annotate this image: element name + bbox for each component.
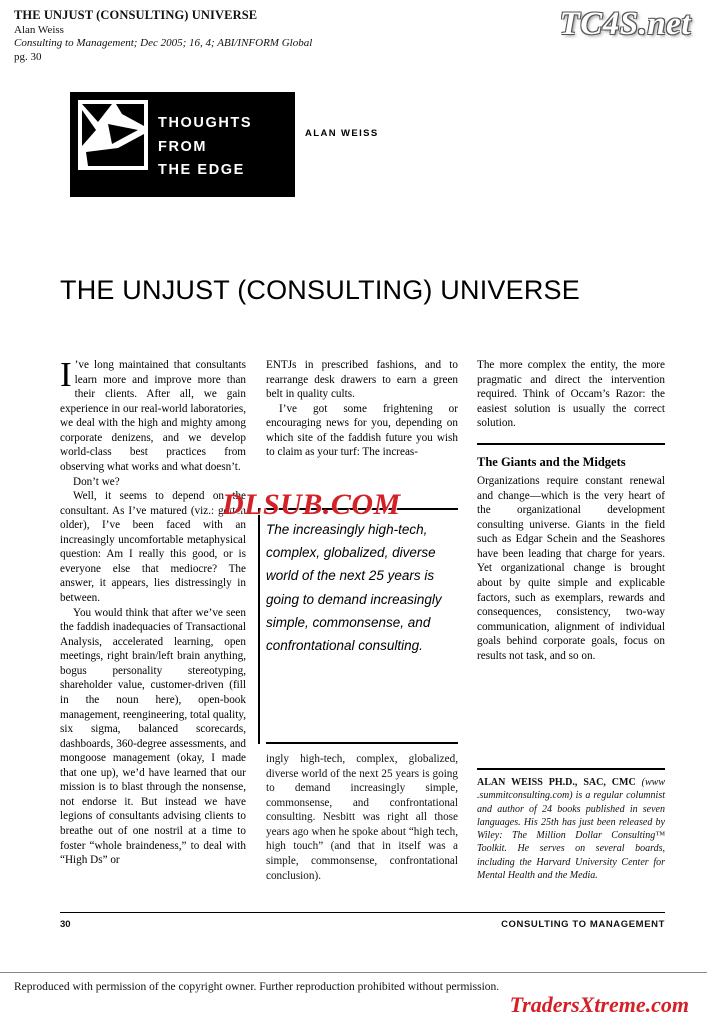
bio-rule [477,768,665,770]
watermark-center: DLSUB.COM [222,488,401,521]
citation-title: THE UNJUST (CONSULTING) UNIVERSE [14,8,258,22]
paragraph: You would think that after we’ve seen the faddish inadequacies of Transactional Analysis, accelerated learning, open meetings, right brain/left brain anything, bogus personality stereotyping, shareholder value, customer-driven (fill in the noun here), open-book management, reengineering, total quality, six sigma, balanced scorecards, dashboards, 360-degree assessments, and mongoose management (okay, I made that one up), we’d have learned that our mission is to blast through the nonsense, not endorse it. But instead we have legions of consultants advising clients to breathe out of one nostril at a time to foster “whole braindeness,” to deal with “High Ds” or [60,606,246,867]
paragraph: Organizations require constant renewal and change—which is the very heart of the organizational development consulting universe. Giants in the field such as Edgar Schein and the Seashores have been leading that charge for years. Yet organizational change is brought about by quite simple and explicable factors, such as exemplars, rewards and consequences, consistency, two-way communication, alignment of individual goals behind corporate goals, focus on results not task, and so on. [477,475,665,662]
citation-block [14,8,434,65]
page-title: THE UNJUST (CONSULTING) UNIVERSE [60,275,580,305]
article-column-1 [60,355,246,868]
masthead-line-2: FROM [158,138,208,155]
page-number: 30 [60,919,71,930]
article-column-2 [266,358,458,460]
paragraph: Don’t we? [73,475,120,488]
subhead-rule [477,443,665,445]
repro-notice: Reproduced with permission of the copyright owner. Further reproduction prohibited without permission. [14,981,500,993]
masthead-text [158,112,252,183]
article-column-3 [477,358,665,663]
section-subhead: The Giants and the Midgets [477,454,626,469]
citation-page: pg. 30 [14,51,42,64]
masthead-line-3: THE EDGE [158,162,245,179]
paragraph: ingly high-tech, complex, globalized, diverse world of the next 25 years is going to demand increasingly simple, commonsense, and confrontational consulting. Nesbitt was right all those years ago when he spoke about “high tech, high touch” (and that in itself was a simple, commonsense, confrontational conclusion). [266,753,458,882]
footer-rule [60,912,665,913]
author-bio [477,768,665,882]
pullquote-rule-left [258,508,260,744]
footer-journal-name: CONSULTING TO MANAGEMENT [501,919,665,930]
masthead-line-1: THOUGHTS [158,115,253,131]
pullquote-rule-bottom [266,742,458,744]
abstract-edge-logo-icon [78,100,148,170]
citation-source: Consulting to Management; Dec 2005; 16, 4; ABI/INFORM Global [14,37,313,50]
paragraph: The more complex the entity, the more pragmatic and direct the intervention required. Think of Occam’s Razor: the easiest solution is usually the correct solution. [477,359,665,430]
bio-name: ALAN WEISS PH.D., SAC, CMC [477,777,636,788]
paragraph: ’ve long maintained that consultants learn more and improve more than their clients. After all, we gain experience in our real-world laboratories, we deal with the high and mighty among corporate denizens, and we develop world-class best practices from observing what works and what doesn’t. [60,359,246,473]
bio-text: (www .summitconsulting.com) is a regular columnist and author of 24 books published in seven languages. His 25th has just been released by Wiley: The Million Dollar Consulting™ Toolkit. He serves on several boards, including the Harvard University Center for Mental Health and the Media. [477,777,665,882]
watermark-bottom-right: TradersXtreme.com [509,992,689,1017]
paragraph: Well, it seems to depend on the consultant. As I’ve matured (viz.: gotten older), I’ve been faced with an increasingly uncomfortable metaphysical question: Am I really this good, or is everyone else that mediocre? The answer, it appears, lies distressingly in between. [60,490,246,604]
drop-cap: I [60,355,72,394]
citation-author: Alan Weiss [14,23,64,36]
author-byline: ALAN WEISS [305,128,379,139]
paragraph: I’ve got some frightening or encouraging news for you, depending on which site of the faddish future you wish to claim as your turf: The increas- [266,402,458,459]
pullquote: The increasingly high-tech, complex, globalized, diverse world of the next 25 years is going to demand increasingly simple, commonsense, and confrontational consulting. [266,522,442,654]
repro-rule [0,972,707,973]
column-masthead [70,92,295,197]
paragraph: ENTJs in prescribed fashions, and to rearrange desk drawers to earn a green belt in quality cults. [266,359,458,401]
watermark-top-right: TC4S.net [559,6,691,42]
article-column-2-continued [266,752,458,883]
